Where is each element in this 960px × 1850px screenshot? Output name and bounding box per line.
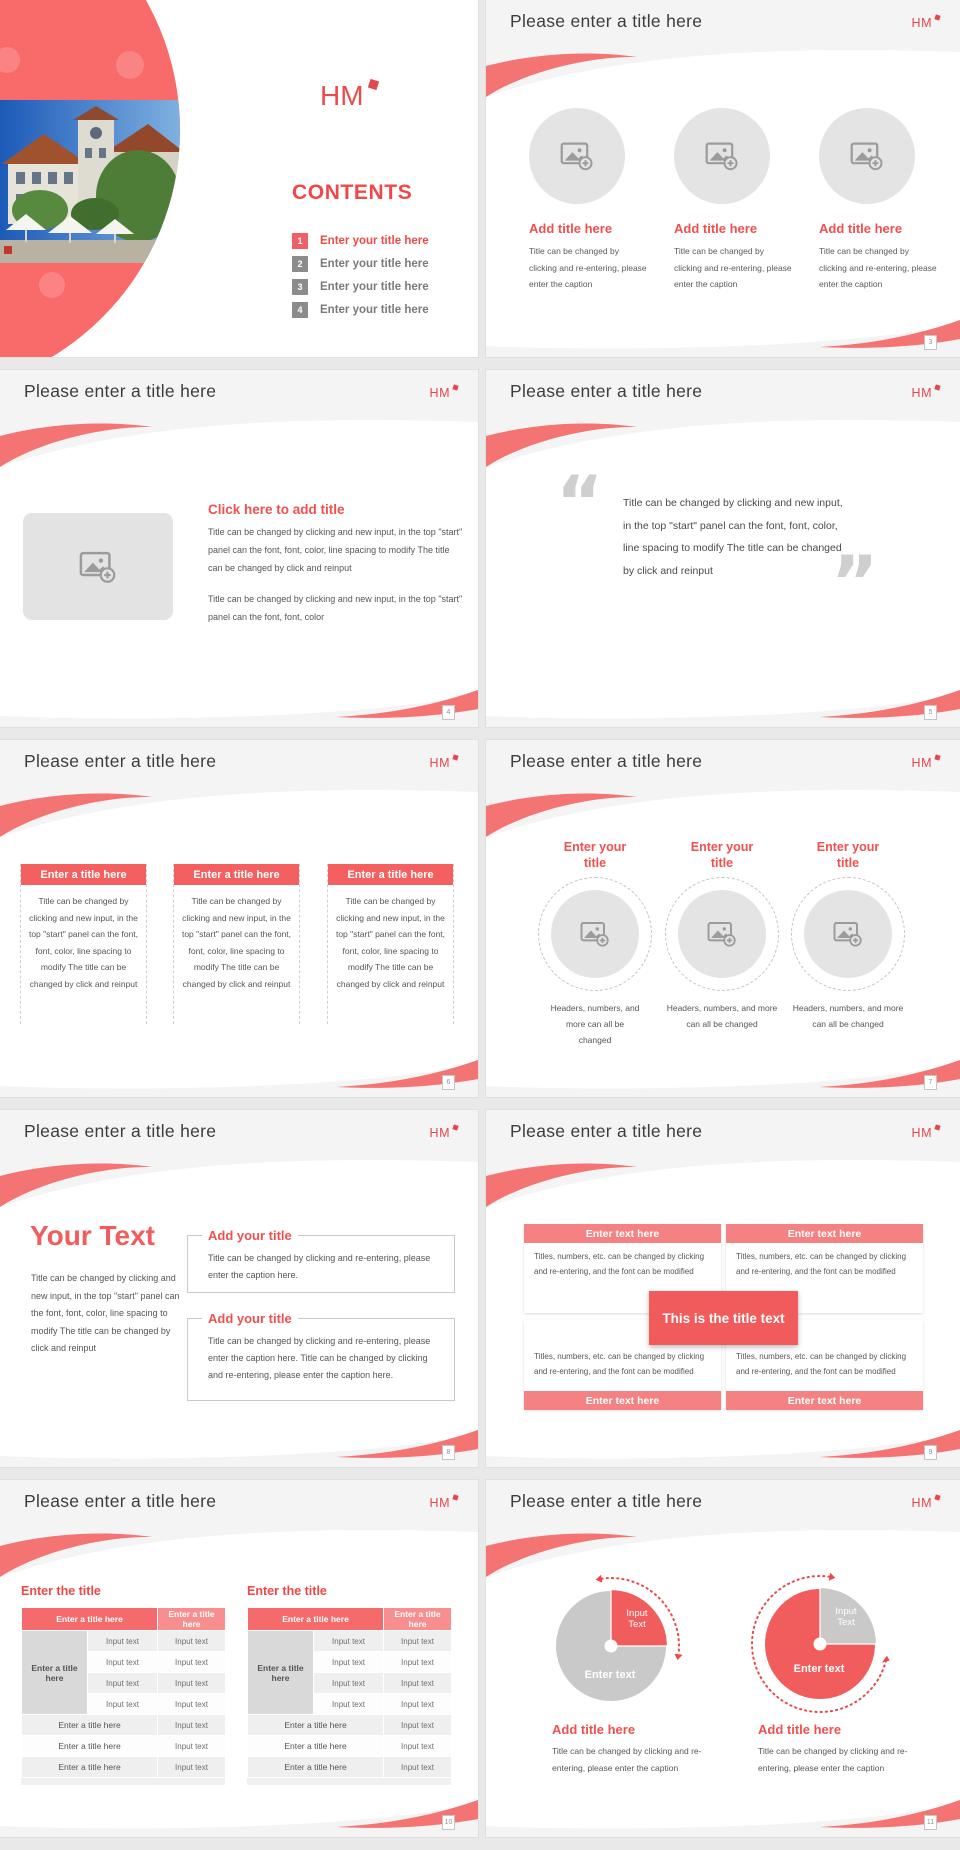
dashed-ring — [665, 877, 779, 991]
table-footer-strip — [247, 1778, 451, 1785]
table-cell: Input text — [384, 1757, 452, 1778]
table-label-cell: Enter a title here — [22, 1757, 158, 1778]
arc-arrow-icon — [675, 1654, 683, 1660]
add-image-icon — [705, 139, 739, 173]
table-row — [22, 1757, 226, 1778]
box-bar-label: Enter text here — [524, 1224, 721, 1243]
page-number: 3 — [924, 335, 937, 350]
toc-item-4[interactable] — [292, 298, 429, 321]
toc-number-badge: 3 — [292, 279, 308, 295]
arc-arrow-icon — [596, 1575, 602, 1583]
toc-item-1[interactable] — [292, 229, 429, 252]
table-cell: Input text — [314, 1694, 384, 1715]
slide-thumbnail-3[interactable] — [486, 0, 960, 357]
cover-red-circle — [0, 0, 180, 357]
slide-title: Please enter a title here — [510, 1491, 703, 1511]
page-number: 10 — [442, 1815, 455, 1830]
paragraph: Title can be changed by clicking and new input, in the top "start" panel can the font, font, color — [208, 594, 463, 622]
unit-title: Enter your title — [690, 840, 754, 870]
table-row — [248, 1757, 452, 1778]
table-cell: Input text — [384, 1631, 452, 1652]
table-row — [248, 1631, 452, 1652]
titled-box — [187, 1228, 455, 1293]
table-cell: Input text — [158, 1736, 226, 1757]
logo-diamond-icon — [934, 1124, 940, 1130]
slide-thumbnail-11[interactable] — [486, 1480, 960, 1837]
table-cell: Input text — [158, 1715, 226, 1736]
pie-caption: Title can be changed by clicking and re-entering, please enter the caption — [758, 1746, 908, 1773]
column-header: Enter a title here — [328, 864, 453, 885]
table-cell: Input text — [158, 1673, 226, 1694]
table-header-row — [22, 1608, 226, 1631]
slide-title: Please enter a title here — [510, 751, 703, 771]
toc-number-badge: 1 — [292, 233, 308, 249]
table-header-cell: Enter a title here — [248, 1608, 384, 1631]
logo-diamond-icon — [934, 14, 940, 20]
add-image-icon — [850, 139, 884, 173]
unit-caption: Headers, numbers, and more can all be changed — [550, 1003, 640, 1045]
table-cell: Input text — [384, 1736, 452, 1757]
table-cell: Input text — [314, 1631, 384, 1652]
arc-arrow-icon — [829, 1573, 835, 1581]
pie-center-dot — [814, 1638, 827, 1651]
card-caption: Title can be changed by clicking and re-entering, please enter the caption — [529, 246, 647, 290]
card-heading: Add title here — [529, 221, 613, 236]
decor-dot — [39, 272, 65, 298]
text-column — [327, 864, 454, 1024]
table-cell: Input text — [314, 1652, 384, 1673]
hm-logo — [320, 80, 378, 112]
dashed-ring — [538, 877, 652, 991]
toc-label: Enter your title here — [320, 303, 429, 316]
table-row — [22, 1631, 226, 1652]
slide-thumbnail-9[interactable] — [486, 1110, 960, 1467]
page-number: 11 — [924, 1815, 937, 1830]
hm-logo — [430, 385, 458, 400]
quote-close-icon: ” — [831, 540, 879, 624]
toc-number-badge: 4 — [292, 302, 308, 318]
text-column — [173, 864, 300, 1024]
hm-logo-text: HM — [429, 1496, 450, 1510]
page-number: 5 — [924, 705, 937, 720]
pie-caption-block — [552, 1722, 734, 1776]
data-table — [247, 1607, 452, 1778]
logo-diamond-icon — [934, 1494, 940, 1500]
table-section-title: Enter the title — [247, 1584, 327, 1598]
box-text: Titles, numbers, etc. can be changed by clicking and re-entering, and the font can be modified — [736, 1252, 907, 1276]
table-cell: Input text — [88, 1694, 158, 1715]
pie-caption-block — [758, 1722, 940, 1776]
slide-title: Please enter a title here — [510, 11, 703, 31]
table-cell: Input text — [384, 1673, 452, 1694]
box-bar-label: Enter text here — [726, 1391, 923, 1410]
table-cell: Input text — [384, 1694, 452, 1715]
logo-diamond-icon — [452, 754, 458, 760]
column-header: Enter a title here — [174, 864, 299, 885]
table-cell: Input text — [88, 1652, 158, 1673]
quote-open-icon: “ — [556, 460, 604, 544]
hm-logo-text: HM — [911, 1126, 932, 1140]
add-image-icon — [707, 919, 737, 949]
table-cell: Input text — [158, 1652, 226, 1673]
card-caption: Title can be changed by clicking and re-entering, please enter the caption — [819, 246, 937, 290]
table-label-cell: Enter a title here — [22, 1736, 158, 1757]
table-header-cell: Enter a title here — [22, 1608, 158, 1631]
box-bar-label: Enter text here — [726, 1224, 923, 1243]
pie-main-label: Enter text — [584, 1669, 636, 1681]
slide-title: Please enter a title here — [24, 1121, 217, 1141]
big-heading: Your Text — [30, 1220, 155, 1251]
add-image-icon — [560, 139, 594, 173]
circle-unit — [773, 840, 923, 1033]
toc-label: Enter your title here — [320, 257, 429, 270]
column-body: Title can be changed by clicking and new input, in the top "start" panel can the font, font, color, line spacing to modify The title can be changed by click and reinput — [28, 896, 139, 989]
table-cell: Input text — [88, 1631, 158, 1652]
toc-item-2[interactable] — [292, 252, 429, 275]
table-section — [247, 1584, 453, 1785]
slice-label: Text — [837, 1617, 855, 1628]
table-header-cell: Enter a title here — [384, 1608, 452, 1631]
box-heading: Add your title — [202, 1311, 298, 1326]
slide-thumbnail-4[interactable] — [0, 370, 478, 727]
hm-logo-text: HM — [320, 80, 364, 111]
table-side-cell: Enter a title here — [248, 1631, 314, 1715]
pie-chart-left — [531, 1566, 691, 1726]
body-text: Title can be changed by clicking and new input, in the top "start" panel can the font, font, color, line spacing to modify The title can be changed by click and reinput — [31, 1273, 180, 1354]
add-image-icon — [580, 919, 610, 949]
paragraph: Title can be changed by clicking and new input, in the top "start" panel can the font, font, color, line spacing to modify The title can be changed by click and reinput — [208, 527, 463, 573]
box-text: Titles, numbers, etc. can be changed by clicking and re-entering, and the font can be modified — [534, 1352, 705, 1376]
image-placeholder[interactable] — [678, 890, 766, 978]
hm-logo — [430, 1125, 458, 1140]
slice-label: Input — [835, 1606, 857, 1617]
table-label-cell: Enter a title here — [22, 1715, 158, 1736]
hm-logo — [430, 1495, 458, 1510]
toc-number-badge: 2 — [292, 256, 308, 272]
box-text: Titles, numbers, etc. can be changed by clicking and re-entering, and the font can be modified — [736, 1352, 907, 1376]
image-placeholder[interactable] — [551, 890, 639, 978]
table-of-contents — [292, 229, 429, 321]
table-cell: Input text — [88, 1673, 158, 1694]
slide-thumbnail-10[interactable] — [0, 1480, 478, 1837]
table-section-title: Enter the title — [21, 1584, 101, 1598]
table-cell: Input text — [158, 1694, 226, 1715]
data-table — [21, 1607, 226, 1778]
table-label-cell: Enter a title here — [248, 1757, 384, 1778]
arc-arrow-icon — [882, 1656, 890, 1663]
table-row — [248, 1715, 452, 1736]
image-placeholder[interactable] — [674, 108, 770, 204]
table-footer-strip — [21, 1778, 225, 1785]
cover-photo — [0, 100, 180, 263]
table-cell: Input text — [384, 1715, 452, 1736]
toc-label: Enter your title here — [320, 280, 429, 293]
add-image-icon — [79, 548, 117, 586]
image-card — [819, 108, 939, 293]
hm-logo-text: HM — [911, 1496, 932, 1510]
pie-heading: Add title here — [758, 1722, 842, 1737]
decor-dot — [116, 51, 144, 79]
slide-thumbnail-8[interactable] — [0, 1110, 478, 1467]
hm-logo-text: HM — [911, 16, 932, 30]
hm-logo-text: HM — [429, 1126, 450, 1140]
box-caption: Title can be changed by clicking and re-entering, please enter the caption here. — [208, 1253, 431, 1281]
text-block — [208, 502, 464, 626]
image-placeholder[interactable] — [819, 108, 915, 204]
pie-caption: Title can be changed by clicking and re-entering, please enter the caption — [552, 1746, 702, 1773]
image-card — [674, 108, 794, 293]
unit-caption: Headers, numbers, and more can all be changed — [792, 1003, 904, 1029]
hm-logo-text: HM — [911, 386, 932, 400]
image-placeholder[interactable] — [23, 513, 173, 620]
building-photo-illustration — [0, 100, 180, 263]
slide-title: Please enter a title here — [510, 381, 703, 401]
logo-diamond-icon — [934, 754, 940, 760]
card-caption: Title can be changed by clicking and re-entering, please enter the caption — [674, 246, 792, 290]
slide-thumbnail-cover[interactable] — [0, 0, 478, 357]
section-heading: Click here to add title — [208, 502, 345, 517]
table-cell: Input text — [384, 1652, 452, 1673]
dashed-ring — [791, 877, 905, 991]
hm-logo — [430, 755, 458, 770]
hm-logo — [912, 1495, 940, 1510]
text-column — [20, 864, 147, 1024]
slide-title: Please enter a title here — [24, 381, 217, 401]
table-cell: Input text — [158, 1631, 226, 1652]
page-number: 6 — [442, 1075, 455, 1090]
slide-thumbnail-7[interactable] — [486, 740, 960, 1097]
table-row — [248, 1736, 452, 1757]
hm-logo — [912, 385, 940, 400]
slide-title: Please enter a title here — [24, 751, 217, 771]
slide-title: Please enter a title here — [510, 1121, 703, 1141]
table-header-cell: Enter a title here — [158, 1608, 226, 1631]
image-placeholder[interactable] — [804, 890, 892, 978]
pie-heading: Add title here — [552, 1722, 636, 1737]
page-number: 8 — [442, 1445, 455, 1460]
table-cell: Input text — [314, 1673, 384, 1694]
hm-logo — [912, 755, 940, 770]
image-card — [529, 108, 649, 293]
pie-chart-right — [740, 1564, 900, 1724]
table-label-cell: Enter a title here — [248, 1736, 384, 1757]
box-heading: Add your title — [202, 1228, 298, 1243]
page-number: 7 — [924, 1075, 937, 1090]
card-heading: Add title here — [674, 221, 758, 236]
slide-thumbnail-5[interactable] — [486, 370, 960, 727]
center-title-box: This is the title text — [649, 1291, 798, 1345]
slide-title: Please enter a title here — [24, 1491, 217, 1511]
decor-dot — [0, 47, 20, 73]
table-cell: Input text — [158, 1757, 226, 1778]
table-header-row — [248, 1608, 452, 1631]
page-number: 4 — [442, 705, 455, 720]
toc-item-3[interactable] — [292, 275, 429, 298]
hm-logo-text: HM — [429, 386, 450, 400]
box-text: Titles, numbers, etc. can be changed by clicking and re-entering, and the font can be modified — [534, 1252, 705, 1276]
box-bar-label: Enter text here — [524, 1391, 721, 1410]
table-side-cell: Enter a title here — [22, 1631, 88, 1715]
unit-title: Enter your title — [816, 840, 880, 870]
image-placeholder[interactable] — [529, 108, 625, 204]
logo-diamond-icon — [452, 1124, 458, 1130]
table-section — [21, 1584, 227, 1785]
table-row — [22, 1736, 226, 1757]
slice-label: Text — [628, 1619, 646, 1630]
hm-logo-text: HM — [429, 756, 450, 770]
unit-caption: Headers, numbers, and more can all be changed — [666, 1003, 778, 1029]
pie-main-label: Enter text — [793, 1663, 845, 1675]
add-image-icon — [833, 919, 863, 949]
slide-thumbnail-6[interactable] — [0, 740, 478, 1097]
column-body: Title can be changed by clicking and new input, in the top "start" panel can the font, font, color, line spacing to modify The title can be changed by click and reinput — [181, 896, 292, 989]
toc-label: Enter your title here — [320, 234, 429, 247]
hm-logo — [912, 15, 940, 30]
table-label-cell: Enter a title here — [248, 1715, 384, 1736]
slice-label: Input — [626, 1608, 648, 1619]
page-number: 9 — [924, 1445, 937, 1460]
logo-diamond-icon — [934, 384, 940, 390]
card-heading: Add title here — [819, 221, 903, 236]
unit-title: Enter your title — [563, 840, 627, 870]
column-header: Enter a title here — [21, 864, 146, 885]
contents-heading: CONTENTS — [292, 181, 413, 204]
logo-diamond-icon — [367, 79, 378, 90]
logo-diamond-icon — [452, 1494, 458, 1500]
pie-center-dot — [605, 1640, 618, 1653]
hm-logo-text: HM — [911, 756, 932, 770]
quote-text: Title can be changed by clicking and new input, in the top "start" panel can the font, font, color, line spacing to modify The title can be changed by click and reinput — [623, 497, 843, 577]
hm-logo — [912, 1125, 940, 1140]
column-body: Title can be changed by clicking and new input, in the top "start" panel can the font, font, color, line spacing to modify The title can be changed by click and reinput — [335, 896, 446, 989]
titled-box — [187, 1311, 455, 1401]
logo-diamond-icon — [452, 384, 458, 390]
table-row — [22, 1715, 226, 1736]
box-caption: Title can be changed by clicking and re-entering, please enter the caption here. Title can be changed by clicking and re-entering, please enter the caption here. — [208, 1336, 431, 1381]
